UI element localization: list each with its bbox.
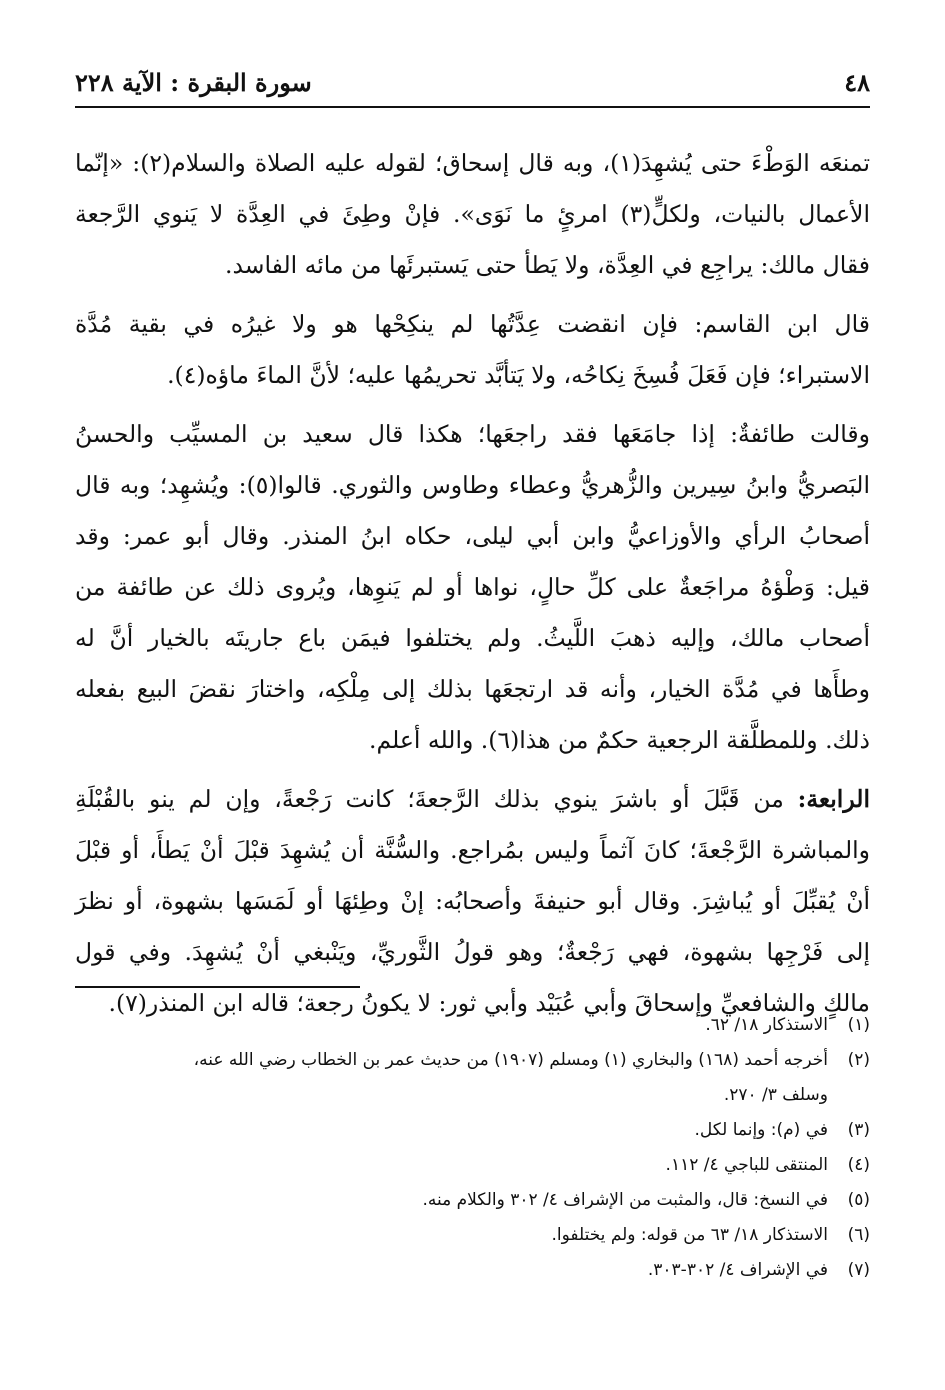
footnote-item (75, 1148, 870, 1183)
footnote-number: (١) (847, 1015, 870, 1035)
footnote-number: (٦) (847, 1225, 870, 1245)
text-line: تمنعَه الوَطْءَ حتى يُشهِدَ(١)، وبه قال إسحاق؛ لقوله عليه الصلاة والسلام(٢): «إنّما (75, 149, 870, 177)
paragraph-2 (75, 299, 870, 401)
section-lead: الرابعة: (797, 785, 870, 813)
text-line: قال ابن القاسم: فإن انقضت عِدَّتُها لم ينكِحْها هو ولا غيرُه في بقية مُدَّة (75, 310, 870, 338)
text-line: مالكٍ والشافعيِّ وإسحاقَ وأبي عُبَيْد وأبي ثور: لا يكونُ رجعة؛ قاله ابن المنذر(٧). (108, 989, 870, 1017)
footnote-text: أخرجه أحمد (١٦٨) والبخاري (١) ومسلم (١٩٠٧) من حديث عمر بن الخطاب رضي الله عنه، (193, 1050, 828, 1070)
footnote-continuation: وسلف ٣/ ٢٧٠. (723, 1085, 828, 1105)
main-text (75, 138, 870, 1029)
footnote-separator (75, 986, 360, 988)
text-line: ذلك. وللمطلَّقة الرجعية حكمٌ من هذا(٦). والله أعلم. (369, 726, 870, 754)
text-line (75, 774, 870, 825)
header-rule (75, 106, 870, 108)
footnote-text: في الإشراف ٤/ ٣٠٢-٣٠٣. (647, 1260, 828, 1280)
footnote-item (75, 1008, 870, 1043)
text-line: وقالت طائفةٌ: إذا جامَعَها فقد راجعَها؛ هكذا قال سعيد بن المسيِّب والحسنُ (75, 420, 870, 448)
footnote-item (75, 1253, 870, 1288)
footnote-text: في (م): وإنما لكل. (694, 1120, 828, 1140)
footnote-number: (٤) (847, 1155, 870, 1175)
footnote-text: الاستذكار ١٨/ ٦٢. (705, 1015, 828, 1035)
text-line: إلى فَرْجِها بشهوة، فهي رَجْعةٌ؛ وهو قولُ الثَّوريِّ، ويَنْبغي أنْ يُشهِدَ. وفي قول (75, 938, 870, 966)
running-title: سورة البقرة : الآية ٢٢٨ (75, 67, 312, 97)
footnote-number: (٣) (847, 1120, 870, 1140)
text-line: وطأَها في مُدَّة الخيار، وأنه قد ارتجعَها بذلك إلى مِلْكِه، واختارَ نقضَ البيع بفعله (75, 675, 870, 703)
footnote-item (75, 1043, 870, 1078)
text-line: الأعمال بالنيات، ولكلٍّ(٣) امرئٍ ما نَوَى». فإنْ وطِئَ في العِدَّة لا يَنوي الرَّجعة (75, 200, 870, 228)
text-line: أنْ يُقبِّلَ أو يُباشِرَ. وقال أبو حنيفةَ وأصحابُه: إنْ وطِئهَا أو لَمَسَها بشهوة، أو نظرَ (75, 887, 870, 915)
footnote-number: (٧) (847, 1260, 870, 1280)
text-line: أصحابُ الرأي والأوزاعيُّ وابن أبي ليلى، حكاه ابنُ المنذر. وقال أبو عمر: وقد (75, 522, 870, 550)
text-line: فقال مالك: يراجِع في العِدَّة، ولا يَطأ حتى يَستبرئَها من مائه الفاسد. (224, 251, 870, 279)
page-header (75, 62, 870, 102)
text-line: والمباشرة الرَّجْعةَ؛ كانَ آثماً وليس بمُراجع. والسُّنَّة أن يُشهِدَ قبْلَ أنْ يَطأَ، أو قبْلَ (75, 836, 870, 864)
footnote-item (75, 1183, 870, 1218)
text-line: أصحاب مالك، وإليه ذهبَ اللَّيثُ. ولم يختلفوا فيمَن باع جاريتَه بالخيار أنَّ له (75, 624, 870, 652)
text-line: البَصريُّ وابنُ سِيرين والزُّهريُّ وعطاء وطاوس والثوري. قالوا(٥): ويُشهِد؛ وبه قال (75, 471, 870, 499)
footnote-text: الاستذكار ١٨/ ٦٣ من قوله: ولم يختلفوا. (551, 1225, 828, 1245)
text-run: من قَبَّلَ أو باشرَ ينوي بذلك الرَّجعةَ؛ كانت رَجْعةً، وإن لم ينو بالقُبْلَةِ (75, 785, 798, 813)
page-number: ٤٨ (844, 67, 870, 97)
text-line: قيل: وَطْؤهُ مراجَعةٌ على كلِّ حالٍ، نواها أو لم يَنوِها، ويُروى ذلك عن طائفة من (75, 573, 870, 601)
paragraph-3 (75, 409, 870, 766)
footnote-text: في النسخ: قال، والمثبت من الإشراف ٤/ ٣٠٢ والكلام منه. (422, 1190, 828, 1210)
footnote-number: (٢) (847, 1050, 870, 1070)
footnote-number: (٥) (847, 1190, 870, 1210)
paragraph-4 (75, 774, 870, 1029)
paragraph-1 (75, 138, 870, 291)
footnotes (75, 1008, 870, 1288)
footnote-item (75, 1113, 870, 1148)
footnote-item (75, 1218, 870, 1253)
text-line: الاستبراء؛ فإن فَعَلَ فُسِخَ نِكاحُه، ولا يَتأبَّد تحريمُها عليه؛ لأنَّ الماءَ ماؤه(٤). (167, 361, 870, 389)
footnote-text: المنتقى للباجي ٤/ ١١٢. (665, 1155, 828, 1175)
